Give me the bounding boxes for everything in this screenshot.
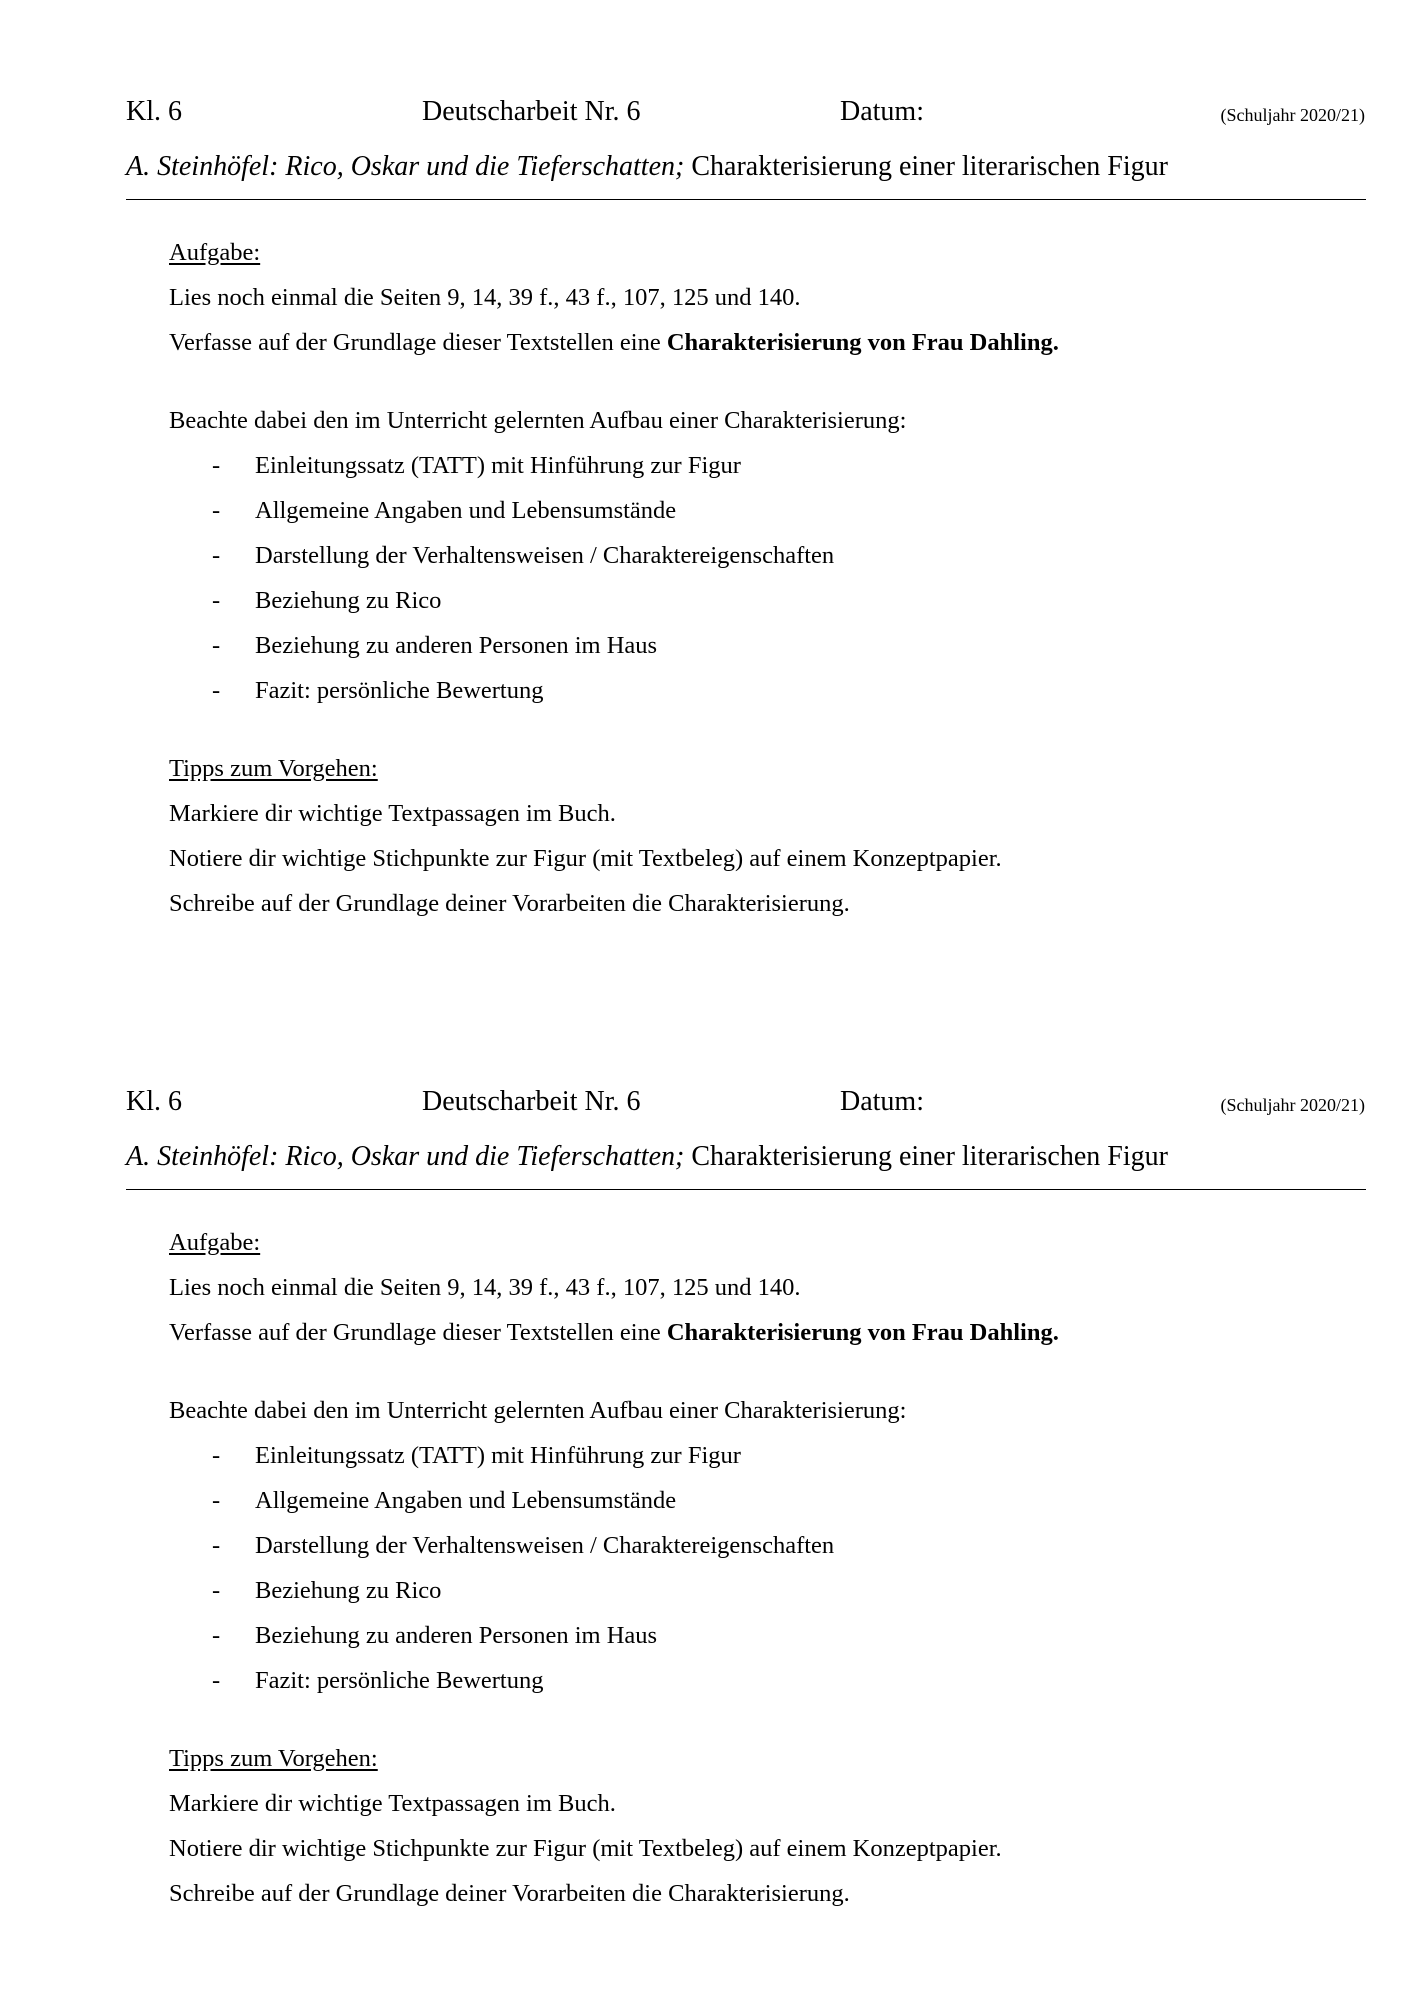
subtitle <box>126 1141 1168 1173</box>
list-bullet: - <box>212 497 221 524</box>
exam-sheet <box>0 990 1414 1990</box>
list-item-text: Beziehung zu Rico <box>255 587 442 614</box>
class-label: Kl. 6 <box>126 96 182 127</box>
date-label: Datum: <box>840 1086 924 1117</box>
list-bullet: - <box>212 542 221 569</box>
tip-line: Markiere dir wichtige Textpassagen im Buch. <box>169 800 616 827</box>
list-bullet: - <box>212 1667 221 1694</box>
list-item-text: Beziehung zu anderen Personen im Haus <box>255 632 658 659</box>
list-bullet: - <box>212 452 221 479</box>
task-line-text: Verfasse auf der Grundlage dieser Textstellen eine <box>169 1319 667 1346</box>
list-item-text: Beziehung zu anderen Personen im Haus <box>255 1622 658 1649</box>
task-line-emphasis: Charakterisierung von Frau Dahling. <box>666 329 1059 356</box>
list-bullet: - <box>212 632 221 659</box>
list-bullet: - <box>212 677 221 704</box>
divider-line <box>126 199 1366 200</box>
list-item-text: Fazit: persönliche Bewertung <box>255 1667 544 1694</box>
list-item-text: Darstellung der Verhaltensweisen / Charaktereigenschaften <box>255 1532 835 1559</box>
list-bullet: - <box>212 1532 221 1559</box>
tip-line: Schreibe auf der Grundlage deiner Vorarbeiten die Charakterisierung. <box>169 1880 850 1907</box>
task-heading: Aufgabe: <box>169 1229 261 1256</box>
task-line-emphasis: Charakterisierung von Frau Dahling. <box>666 1319 1059 1346</box>
task-line <box>169 328 1059 358</box>
tip-line: Markiere dir wichtige Textpassagen im Buch. <box>169 1790 616 1817</box>
task-heading: Aufgabe: <box>169 239 261 266</box>
task-line-text: Verfasse auf der Grundlage dieser Textstellen eine <box>169 329 667 356</box>
list-bullet: - <box>212 587 221 614</box>
topic: Charakterisierung einer literarischen Figur <box>684 1141 1168 1172</box>
class-label: Kl. 6 <box>126 1086 182 1117</box>
book-reference: A. Steinhöfel: Rico, Oskar und die Tieferschatten; <box>126 151 685 182</box>
tips-heading: Tipps zum Vorgehen: <box>169 1745 378 1772</box>
tip-line: Notiere dir wichtige Stichpunkte zur Figur (mit Textbeleg) auf einem Konzeptpapier. <box>169 1835 1002 1862</box>
list-item-text: Beziehung zu Rico <box>255 1577 442 1604</box>
school-year: (Schuljahr 2020/21) <box>1220 105 1365 125</box>
task-line: Lies noch einmal die Seiten 9, 14, 39 f., 43 f., 107, 125 und 140. <box>169 284 801 311</box>
topic: Charakterisierung einer literarischen Figur <box>684 151 1168 182</box>
list-item-text: Darstellung der Verhaltensweisen / Charaktereigenschaften <box>255 542 835 569</box>
tips-heading: Tipps zum Vorgehen: <box>169 755 378 782</box>
tip-line: Schreibe auf der Grundlage deiner Vorarbeiten die Charakterisierung. <box>169 890 850 917</box>
task-line: Lies noch einmal die Seiten 9, 14, 39 f., 43 f., 107, 125 und 140. <box>169 1274 801 1301</box>
list-item-text: Einleitungssatz (TATT) mit Hinführung zur Figur <box>255 1442 741 1469</box>
list-item-text: Fazit: persönliche Bewertung <box>255 677 544 704</box>
date-label: Datum: <box>840 96 924 127</box>
task-line <box>169 1318 1059 1348</box>
book-reference: A. Steinhöfel: Rico, Oskar und die Tieferschatten; <box>126 1141 685 1172</box>
list-bullet: - <box>212 1487 221 1514</box>
exam-title: Deutscharbeit Nr. 6 <box>422 96 641 127</box>
list-item-text: Allgemeine Angaben und Lebensumstände <box>255 497 677 524</box>
structure-intro: Beachte dabei den im Unterricht gelernten Aufbau einer Charakterisierung: <box>169 1397 907 1424</box>
list-item-text: Einleitungssatz (TATT) mit Hinführung zur Figur <box>255 452 741 479</box>
subtitle <box>126 151 1168 183</box>
list-bullet: - <box>212 1577 221 1604</box>
exam-title: Deutscharbeit Nr. 6 <box>422 1086 641 1117</box>
list-bullet: - <box>212 1442 221 1469</box>
tip-line: Notiere dir wichtige Stichpunkte zur Figur (mit Textbeleg) auf einem Konzeptpapier. <box>169 845 1002 872</box>
structure-intro: Beachte dabei den im Unterricht gelernten Aufbau einer Charakterisierung: <box>169 407 907 434</box>
list-item-text: Allgemeine Angaben und Lebensumstände <box>255 1487 677 1514</box>
list-bullet: - <box>212 1622 221 1649</box>
school-year: (Schuljahr 2020/21) <box>1220 1095 1365 1115</box>
divider-line <box>126 1189 1366 1190</box>
